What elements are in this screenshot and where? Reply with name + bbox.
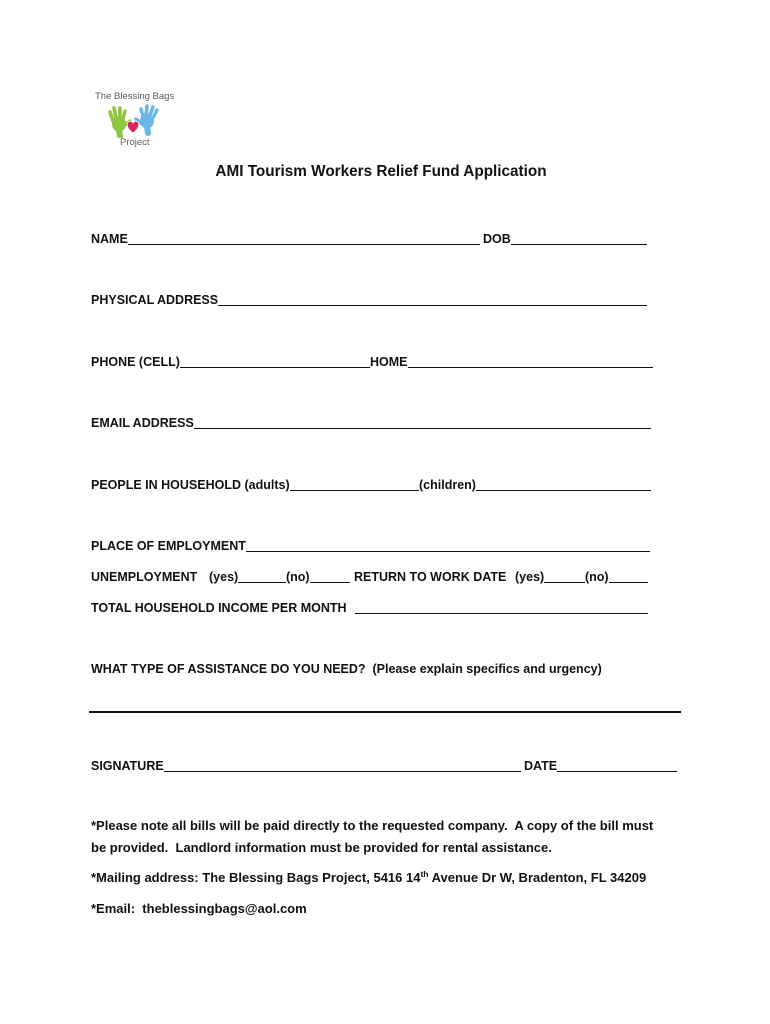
unemployment-yes-label: (yes) xyxy=(209,570,239,584)
logo-subtitle-text: Project xyxy=(120,137,150,148)
return-no-field[interactable] xyxy=(609,572,648,583)
bills-note-line2-text: be provided. Landlord information must be provided for rental assistance. xyxy=(91,840,552,855)
phone-home-group xyxy=(370,354,653,370)
return-no-group xyxy=(585,569,648,585)
name-group xyxy=(91,231,483,247)
unemployment-group xyxy=(91,569,209,585)
bills-note-line1 xyxy=(91,818,653,834)
home-label: HOME xyxy=(370,355,408,369)
signature-field[interactable] xyxy=(164,761,521,772)
email-group xyxy=(91,415,651,431)
household-children-label: (children) xyxy=(419,478,476,492)
email-row xyxy=(91,415,651,431)
return-no-label: (no) xyxy=(585,570,609,584)
green-hand-icon xyxy=(110,108,130,136)
name-dob-row xyxy=(91,231,647,247)
income-group xyxy=(91,600,648,616)
mailing-address-suffix: Avenue Dr W, Bradenton, FL 34209 xyxy=(428,870,647,885)
return-to-work-label: RETURN TO WORK DATE xyxy=(354,570,507,584)
household-children-field[interactable] xyxy=(476,480,651,491)
household-adults-group xyxy=(91,477,419,493)
unemployment-no-group xyxy=(286,569,350,585)
physical-address-row xyxy=(91,292,647,308)
unemployment-no-field[interactable] xyxy=(310,572,350,583)
unemployment-no-label: (no) xyxy=(286,570,310,584)
assistance-row xyxy=(91,661,602,677)
physical-address-label: PHYSICAL ADDRESS xyxy=(91,293,219,307)
phone-cell-field[interactable] xyxy=(180,357,370,368)
bills-note-line2 xyxy=(91,840,552,856)
income-label: TOTAL HOUSEHOLD INCOME PER MONTH xyxy=(91,601,347,615)
page-title: AMI Tourism Workers Relief Fund Application xyxy=(215,163,547,180)
heart-icon xyxy=(127,121,139,133)
return-to-work-group xyxy=(350,569,515,585)
phone-row xyxy=(91,354,653,370)
signature-label: SIGNATURE xyxy=(91,759,164,773)
employment-group xyxy=(91,538,650,554)
dob-field[interactable] xyxy=(511,234,647,245)
date-field[interactable] xyxy=(557,761,677,772)
employment-label: PLACE OF EMPLOYMENT xyxy=(91,539,246,553)
income-field[interactable] xyxy=(355,603,648,614)
mailing-address-prefix: *Mailing address: The Blessing Bags Project, 5416 14 xyxy=(91,870,421,885)
bills-note-line1-text: *Please note all bills will be paid directly to the requested company. A copy of the bill must xyxy=(91,818,654,833)
physical-address-group xyxy=(91,292,647,308)
household-children-group xyxy=(419,477,651,493)
employment-field[interactable] xyxy=(246,541,650,552)
email-note xyxy=(91,901,307,917)
income-row xyxy=(91,600,648,616)
email-field[interactable] xyxy=(194,418,651,429)
mailing-address-note xyxy=(91,870,646,886)
phone-home-field[interactable] xyxy=(408,357,654,368)
blue-hand-icon xyxy=(136,106,157,133)
return-yes-group xyxy=(515,569,585,585)
dob-group xyxy=(483,231,647,247)
signature-row xyxy=(91,758,677,774)
dob-label: DOB xyxy=(483,232,511,246)
name-label: NAME xyxy=(91,232,128,246)
date-group xyxy=(524,758,677,774)
household-adults-field[interactable] xyxy=(290,480,419,491)
signature-group xyxy=(91,758,524,774)
household-adults-label: PEOPLE IN HOUSEHOLD (adults) xyxy=(91,478,290,492)
return-yes-label: (yes) xyxy=(515,570,545,584)
email-note-text: *Email: theblessingbags@aol.com xyxy=(91,901,307,916)
logo-title-text: The Blessing Bags xyxy=(95,91,175,102)
physical-address-field[interactable] xyxy=(218,295,647,306)
date-label: DATE xyxy=(524,759,558,773)
return-yes-field[interactable] xyxy=(544,572,585,583)
household-row xyxy=(91,477,651,493)
assistance-question: WHAT TYPE OF ASSISTANCE DO YOU NEED? (Please explain specifics and urgency) xyxy=(91,662,602,676)
hands-heart-icon xyxy=(107,104,161,138)
name-field[interactable] xyxy=(128,234,480,245)
mailing-address-ordinal: th xyxy=(420,869,429,879)
unemployment-yes-group xyxy=(209,569,286,585)
unemployment-label: UNEMPLOYMENT xyxy=(91,570,198,584)
unemployment-row xyxy=(91,569,648,585)
unemployment-yes-field[interactable] xyxy=(238,572,286,583)
assistance-answer-line[interactable] xyxy=(89,711,681,713)
employment-row xyxy=(91,538,650,554)
phone-cell-label: PHONE (CELL) xyxy=(91,355,180,369)
phone-cell-group xyxy=(91,354,370,370)
email-label: EMAIL ADDRESS xyxy=(91,416,194,430)
